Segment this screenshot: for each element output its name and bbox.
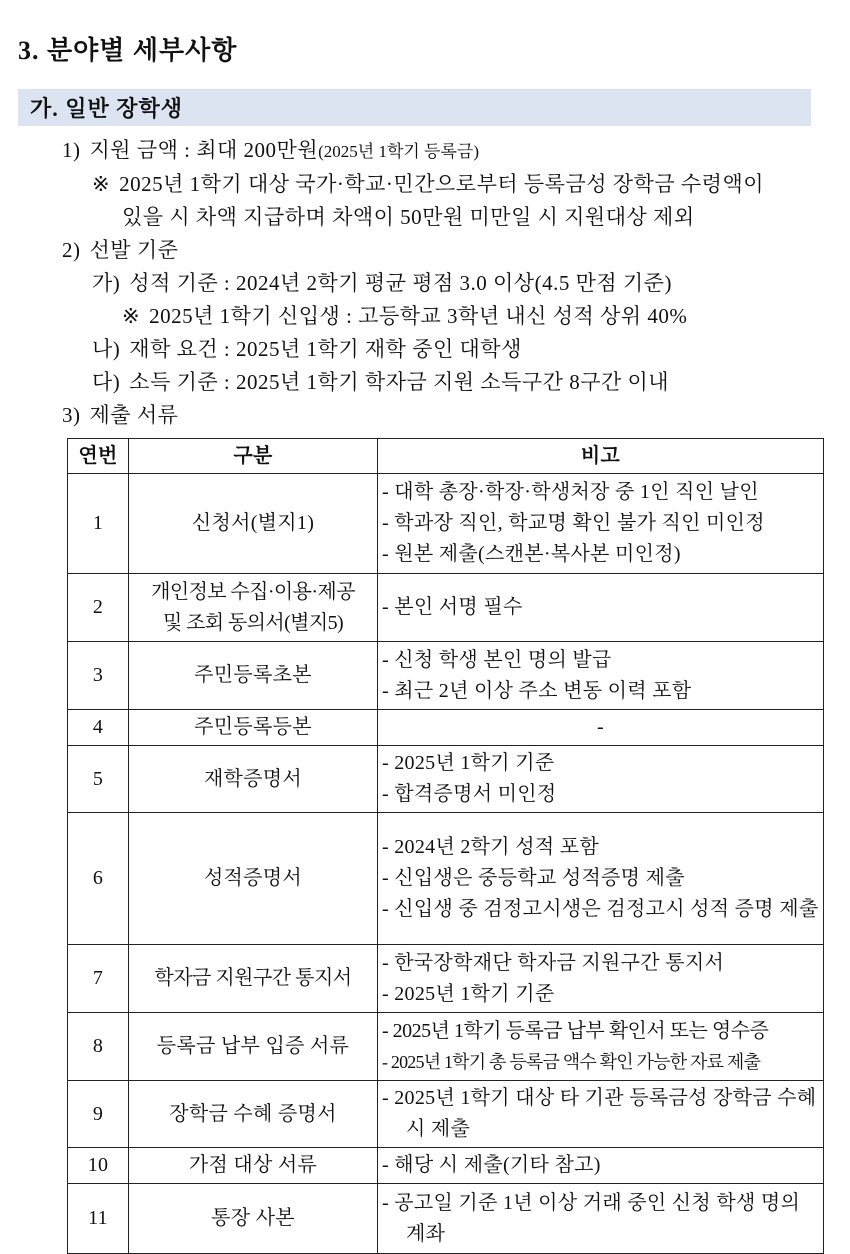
row-number: 4 [68,710,129,746]
table-row [68,945,824,1013]
table-row [68,1081,824,1148]
row-number: 3 [68,642,129,710]
row-number: 7 [68,945,129,1013]
table-row [68,1013,824,1081]
list-marker: 1) [62,138,81,162]
column-header-category: 구분 [129,439,378,474]
table-row [68,746,824,813]
row-remarks: - 2025년 1학기 대상 타 기관 등록금성 장학금 수혜 시 제출 [378,1081,824,1148]
row-category: 등록금 납부 입증 서류 [129,1013,378,1081]
row-number: 9 [68,1081,129,1148]
table-header-row [68,439,824,474]
row-remarks: - 해당 시 제출(기타 참고) [378,1148,824,1184]
row-number: 5 [68,746,129,813]
list-item-selection-criteria [62,234,823,267]
row-remarks: - 대학 총장·학장·학생처장 중 1인 직인 날인 - 학과장 직인, 학교명 확인 불가 직인 미인정 - 원본 제출(스캔본·복사본 미인정) [378,474,824,574]
list-item-support-amount [62,134,823,168]
page-title: 3. 분야별 세부사항 [18,36,238,65]
row-category: 재학증명서 [129,746,378,813]
row-remarks: - 공고일 기준 1년 이상 거래 중인 신청 학생 명의 계좌 [378,1184,824,1254]
table-row [68,1148,824,1184]
row-category: 신청서(별지1) [129,474,378,574]
list-text: 있을 시 차액 지급하며 차액이 50만원 미만일 시 지원대상 제외 [122,205,695,229]
row-number: 11 [68,1184,129,1254]
list-text: 2025년 1학기 대상 국가·학교·민간으로부터 등록금성 장학금 수령액이 [119,172,765,196]
list-item-grade-criteria [92,267,823,300]
row-category: 개인정보 수집·이용·제공 및 조회 동의서(별지5) [129,574,378,642]
section-header-label: 가. 일반 장학생 [30,96,184,121]
section-header-bar [18,89,811,126]
documents-table [67,438,824,1254]
intro-list [18,134,823,432]
column-header-remarks: 비고 [378,439,824,474]
row-remarks: - 2025년 1학기 기준 - 합격증명서 미인정 [378,746,824,813]
list-text: 성적 기준 : 2024년 2학기 평균 평점 3.0 이상(4.5 만점 기준) [129,271,672,295]
row-number: 6 [68,813,129,945]
list-marker: ※ [92,172,111,196]
list-marker: ※ [122,304,141,328]
list-text: 지원 금액 : 최대 200만원 [89,138,319,162]
row-category: 주민등록등본 [129,710,378,746]
row-remarks: - [378,710,824,746]
row-category: 가점 대상 서류 [129,1148,378,1184]
table-row [68,1184,824,1254]
list-item-documents [62,399,823,432]
list-item-income-criteria [92,366,823,399]
row-remarks: - 2024년 2학기 성적 포함 - 신입생은 중등학교 성적증명 제출 - 신입생 중 검정고시생은 검정고시 성적 증명 제출 [378,813,824,945]
list-text: 선발 기준 [89,238,179,262]
list-marker: 3) [62,403,81,427]
row-remarks: - 본인 서명 필수 [378,574,824,642]
table-row [68,710,824,746]
list-item-freshman-note [122,300,823,333]
list-text: 재학 요건 : 2025년 1학기 재학 중인 대학생 [129,337,522,361]
row-category: 통장 사본 [129,1184,378,1254]
list-marker: 2) [62,238,81,262]
list-marker: 가) [92,271,121,295]
list-text: 2025년 1학기 신입생 : 고등학교 3학년 내신 성적 상위 40% [149,304,688,328]
list-text: 제출 서류 [89,403,179,427]
row-category: 주민등록초본 [129,642,378,710]
table-row [68,574,824,642]
table-row [68,642,824,710]
list-text: 소득 기준 : 2025년 1학기 학자금 지원 소득구간 8구간 이내 [129,370,670,394]
list-text-paren: (2025년 1학기 등록금) [318,142,479,161]
row-category: 학자금 지원구간 통지서 [129,945,378,1013]
column-header-number: 연번 [68,439,129,474]
list-marker: 나) [92,337,121,361]
table-row [68,474,824,574]
row-category: 성적증명서 [129,813,378,945]
list-item-note [92,168,823,201]
row-number: 8 [68,1013,129,1081]
list-marker: 다) [92,370,121,394]
row-remarks: - 한국장학재단 학자금 지원구간 통지서 - 2025년 1학기 기준 [378,945,824,1013]
row-remarks: - 신청 학생 본인 명의 발급 - 최근 2년 이상 주소 변동 이력 포함 [378,642,824,710]
row-number: 2 [68,574,129,642]
row-number: 10 [68,1148,129,1184]
list-item-enrollment-criteria [92,333,823,366]
row-category: 장학금 수혜 증명서 [129,1081,378,1148]
list-item-note-continued [122,201,823,234]
row-number: 1 [68,474,129,574]
table-row [68,813,824,945]
row-remarks: - 2025년 1학기 등록금 납부 확인서 또는 영수증 - 2025년 1학기 총 등록금 액수 확인 가능한 자료 제출 [378,1013,824,1081]
